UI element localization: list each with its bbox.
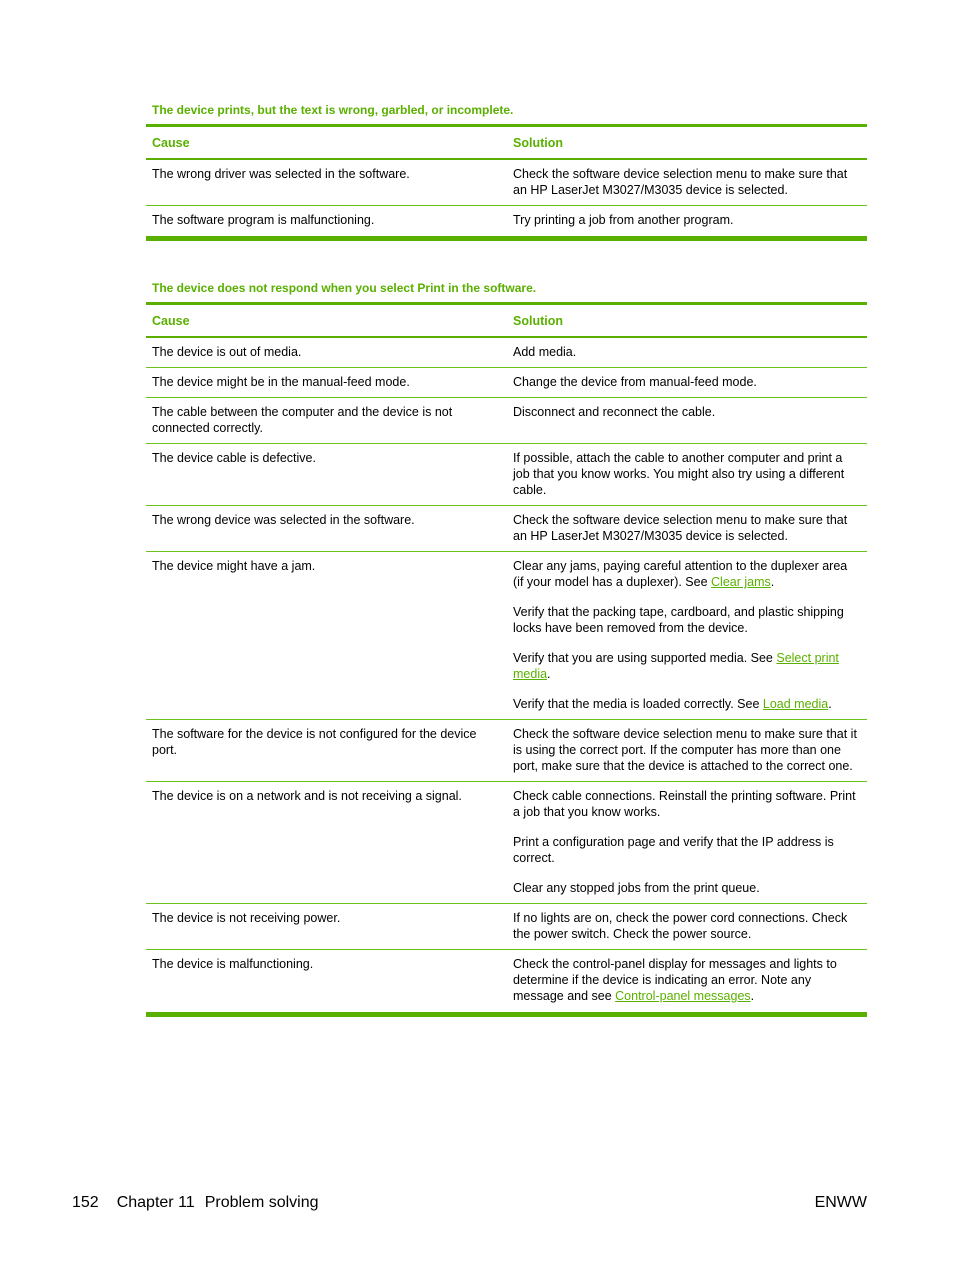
table-row xyxy=(146,506,867,552)
table-header-row xyxy=(146,304,867,338)
cause-cell: The wrong driver was selected in the software. xyxy=(146,159,507,206)
solution-paragraph: Verify that the packing tape, cardboard, and plastic shipping locks have been removed from the device. xyxy=(513,605,844,635)
cause-cell: The device cable is defective. xyxy=(146,444,507,506)
solution-text: Verify that you are using supported media. See xyxy=(513,651,777,665)
solution-paragraph xyxy=(513,696,861,712)
troubleshooting-table xyxy=(146,124,867,241)
table-row xyxy=(146,552,867,720)
cause-cell: The device might have a jam. xyxy=(146,552,507,720)
table-row xyxy=(146,337,867,368)
solution-cell xyxy=(507,782,867,904)
cause-cell: The device is not receiving power. xyxy=(146,904,507,950)
control-panel-messages-link[interactable]: Control-panel messages xyxy=(615,989,751,1003)
solution-paragraph: Clear any stopped jobs from the print queue. xyxy=(513,881,760,895)
solution-cell xyxy=(507,950,867,1015)
solution-paragraph: Check cable connections. Reinstall the printing software. Print a job that you know works. xyxy=(513,789,856,819)
chapter-title: Problem solving xyxy=(204,1194,319,1211)
table-row xyxy=(146,720,867,782)
cause-header: Cause xyxy=(146,126,507,160)
solution-cell xyxy=(507,552,867,720)
cause-cell: The device is on a network and is not receiving a signal. xyxy=(146,782,507,904)
solution-text: Verify that the media is loaded correctly. See xyxy=(513,697,763,711)
solution-paragraph: Print a configuration page and verify that the IP address is correct. xyxy=(513,835,834,865)
solution-cell: If no lights are on, check the power cord connections. Check the power switch. Check the power source. xyxy=(507,904,867,950)
solution-text: Check the control-panel display for messages and lights to determine if the device is indicating an error. Note any message and see xyxy=(513,957,837,1003)
cause-header: Cause xyxy=(146,304,507,338)
table-row xyxy=(146,950,867,1015)
page-number: 152 xyxy=(72,1194,99,1211)
solution-cell: Check the software device selection menu to make sure that it is using the correct port. If the computer has more than one port, make sure that the device is attached to the correct one. xyxy=(507,720,867,782)
table-row xyxy=(146,782,867,904)
solution-cell: Disconnect and reconnect the cable. xyxy=(507,398,867,444)
section-title: The device does not respond when you select Print in the software. xyxy=(152,281,537,295)
cause-cell: The wrong device was selected in the software. xyxy=(146,506,507,552)
clear-jams-link[interactable]: Clear jams xyxy=(711,575,771,589)
troubleshooting-table xyxy=(146,302,867,1017)
select-print-media-link[interactable]: Select print media xyxy=(513,651,839,681)
cause-cell: The device might be in the manual-feed mode. xyxy=(146,368,507,398)
chapter-label: Chapter 11 xyxy=(116,1194,195,1211)
table-row xyxy=(146,444,867,506)
table-row xyxy=(146,398,867,444)
cause-cell: The device is out of media. xyxy=(146,337,507,368)
solution-text: Clear any jams, paying careful attention to the duplexer area (if your model has a duplexer). See xyxy=(513,559,848,589)
table-row xyxy=(146,904,867,950)
load-media-link[interactable]: Load media xyxy=(762,697,829,711)
solution-cell: Try printing a job from another program. xyxy=(507,206,867,239)
solution-cell: Add media. xyxy=(507,337,867,368)
solution-header: Solution xyxy=(507,126,867,160)
solution-header: Solution xyxy=(507,304,867,338)
table-row xyxy=(146,159,867,206)
table-row xyxy=(146,206,867,239)
solution-text: . xyxy=(770,575,775,589)
solution-text: . xyxy=(547,667,551,681)
cause-cell: The software for the device is not configured for the device port. xyxy=(146,720,507,782)
page-footer xyxy=(72,1193,867,1213)
solution-cell: Change the device from manual-feed mode. xyxy=(507,368,867,398)
solution-text: . xyxy=(750,989,755,1003)
solution-cell: If possible, attach the cable to another computer and print a job that you know works. You might also try using a different cable. xyxy=(507,444,867,506)
solution-paragraph xyxy=(513,650,861,682)
doc-code: ENWW xyxy=(814,1194,867,1211)
section-title: The device prints, but the text is wrong, garbled, or incomplete. xyxy=(152,103,514,117)
cause-cell: The software program is malfunctioning. xyxy=(146,206,507,239)
cause-cell: The cable between the computer and the device is not connected correctly. xyxy=(146,398,507,444)
solution-paragraph xyxy=(513,558,861,590)
table-header-row xyxy=(146,126,867,160)
solution-text: . xyxy=(828,697,832,711)
cause-cell: The device is malfunctioning. xyxy=(146,950,507,1015)
solution-cell: Check the software device selection menu to make sure that an HP LaserJet M3027/M3035 device is selected. xyxy=(507,159,867,206)
table-row xyxy=(146,368,867,398)
solution-cell: Check the software device selection menu to make sure that an HP LaserJet M3027/M3035 device is selected. xyxy=(507,506,867,552)
